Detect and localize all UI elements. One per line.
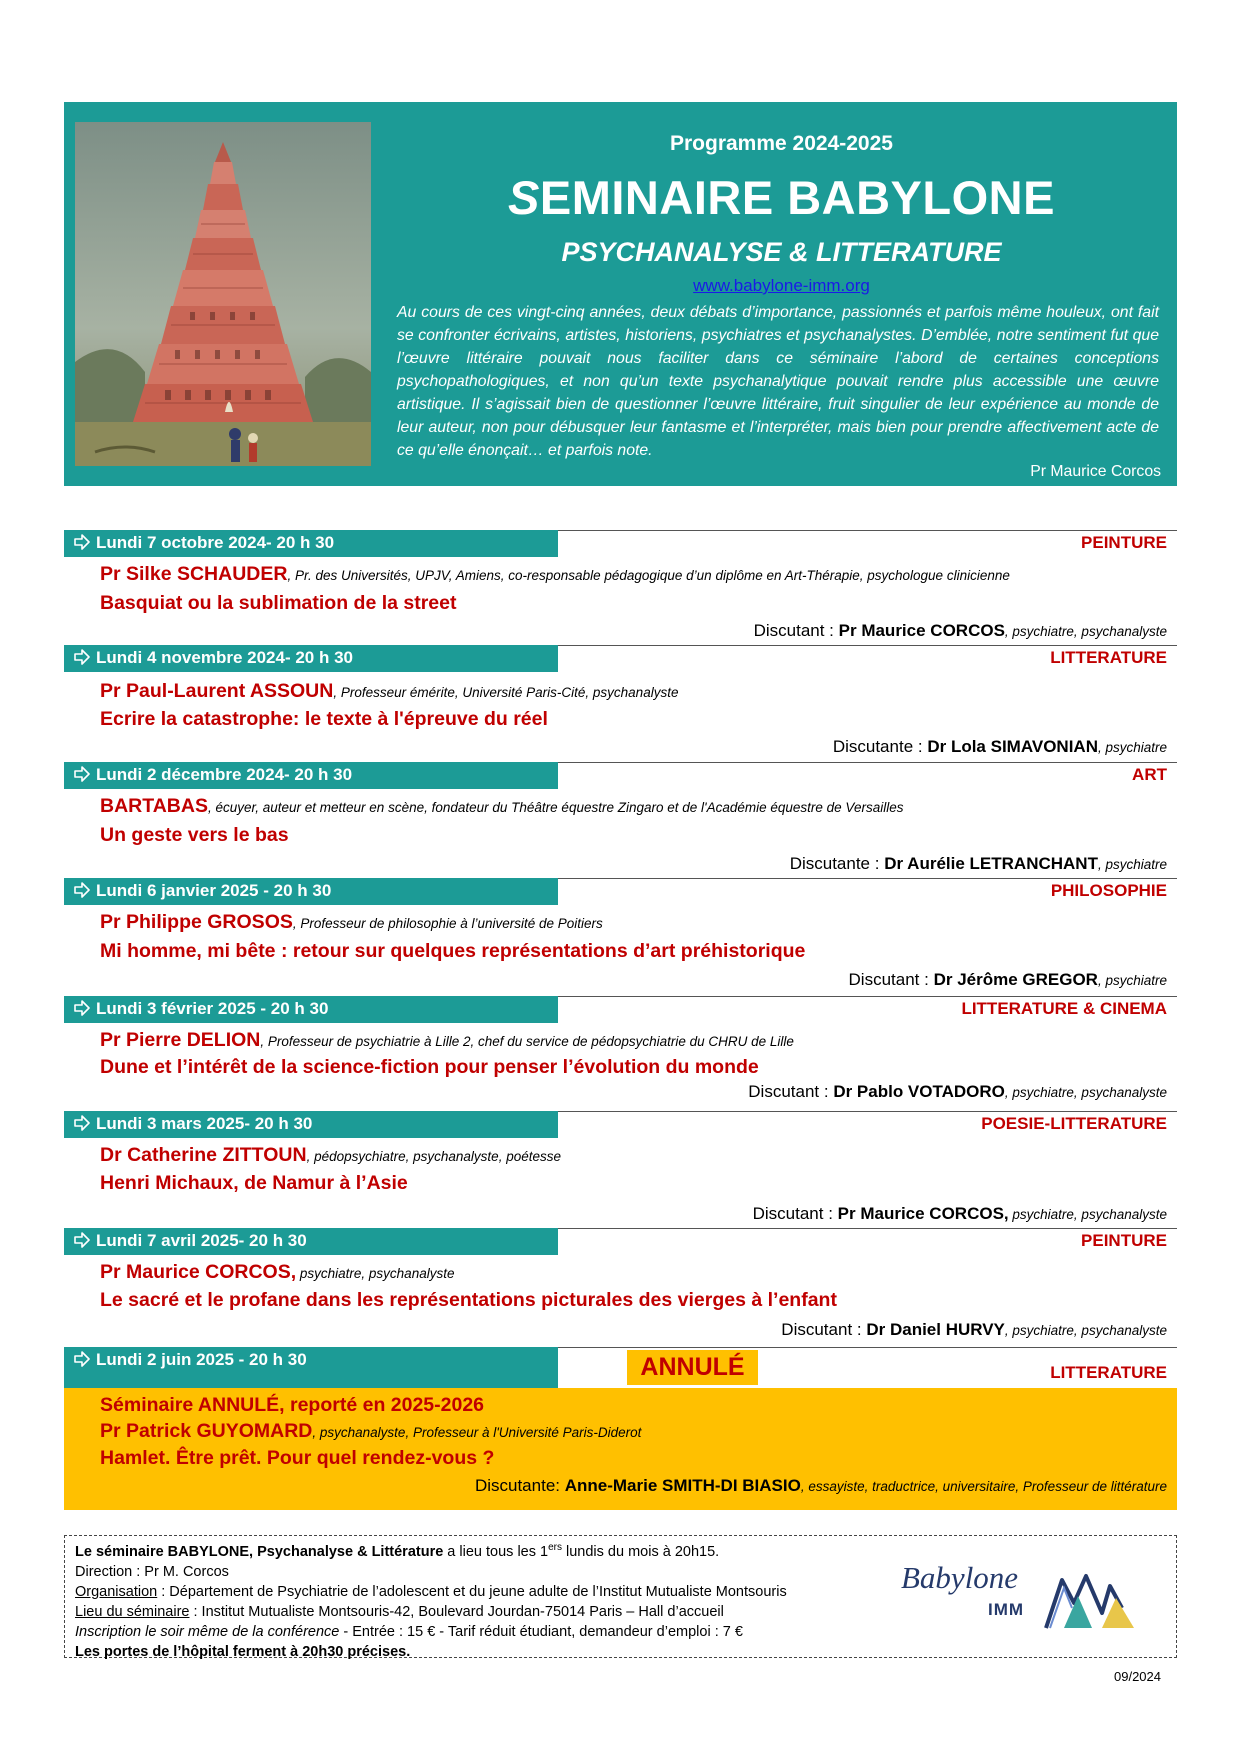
speaker-name: Pr Philippe GROSOS [100, 911, 293, 933]
speaker-description: psychiatre, psychanalyste [296, 1266, 455, 1281]
page-title [394, 170, 1169, 225]
discussant-description: , psychiatre [1097, 973, 1167, 988]
speaker-name: Pr Paul-Laurent ASSOUN [100, 680, 334, 702]
session-date-bar [64, 530, 558, 557]
session-date-bar [64, 762, 558, 789]
discussant-name: Dr Jérôme GREGOR [933, 970, 1098, 989]
discussant-label: Discutante : [832, 737, 928, 756]
schedule-text: a lieu tous les 1 [443, 1543, 549, 1560]
session-topic: Basquiat ou la sublimation de la street [100, 592, 457, 614]
babylone-imm-logo [901, 1558, 1151, 1633]
arrow-right-icon [74, 882, 90, 898]
speaker-name: BARTABAS [100, 795, 208, 817]
session-speaker [100, 1420, 641, 1443]
discussant-name: Pr Maurice CORCOS, [837, 1204, 1009, 1223]
session-topic: Henri Michaux, de Namur à l’Asie [100, 1172, 408, 1194]
session-speaker [100, 1029, 794, 1052]
session-category: PHILOSOPHIE [1050, 881, 1167, 900]
info-line-doors [75, 1642, 787, 1662]
session-speaker [100, 680, 678, 703]
session-discussant [781, 1320, 1167, 1340]
arrow-right-icon [74, 1232, 90, 1248]
website-link[interactable]: www.babylone-imm.org [693, 276, 870, 295]
session-discussant [753, 1204, 1167, 1224]
page-theme: PSYCHANALYSE & LITTERATURE [561, 237, 1002, 267]
session-speaker [100, 1261, 454, 1284]
discussant-description: , psychiatre [1097, 857, 1167, 872]
discussant-description: , psychiatre [1097, 740, 1167, 755]
discussant-description: , psychiatre, psychanalyste [1004, 1085, 1167, 1100]
discussant-name: Dr Lola SIMAVONIAN [927, 737, 1098, 756]
session-date-bar [64, 878, 558, 905]
title-initial: S [508, 171, 540, 224]
discussant-label: Discutant : [753, 621, 839, 640]
discussant-label: Discutante : [789, 854, 885, 873]
speaker-name: Pr Pierre DELION [100, 1029, 261, 1051]
session-speaker [100, 563, 1010, 586]
arrow-right-icon [74, 1351, 90, 1367]
session-date: Lundi 7 avril 2025- 20 h 30 [96, 1231, 307, 1250]
document-date: 09/2024 [1114, 1669, 1161, 1684]
programme-year: Programme 2024-2025 [670, 132, 893, 155]
session-discussant [475, 1476, 1167, 1496]
session-speaker [100, 1144, 561, 1167]
session-date-bar [64, 1347, 558, 1388]
doors-closing: Les portes de l’hôpital ferment à 20h30 précises. [75, 1643, 411, 1660]
speaker-name: Pr Patrick GUYOMARD [100, 1420, 313, 1442]
practical-info-box [64, 1535, 1177, 1658]
speaker-name: Pr Maurice CORCOS, [100, 1261, 297, 1283]
venue-text: : Institut Mutualiste Montsouris-42, Boulevard Jourdan-75014 Paris – Hall d’accueil [189, 1603, 724, 1620]
discussant-label: Discutant : [848, 970, 934, 989]
session-date: Lundi 2 juin 2025 - 20 h 30 [96, 1350, 307, 1369]
session-date-bar [64, 996, 558, 1023]
discussant-label: Discutant : [781, 1320, 867, 1339]
cancelled-badge: ANNULÉ [627, 1350, 758, 1385]
discussant-description: psychiatre, psychanalyste [1008, 1207, 1167, 1222]
session-speaker [100, 911, 603, 934]
session-date: Lundi 6 janvier 2025 - 20 h 30 [96, 881, 332, 900]
session-discussant [754, 621, 1167, 641]
session-category: PEINTURE [1081, 533, 1167, 552]
session-category: LITTERATURE & CINEMA [961, 999, 1167, 1018]
website-link-wrap [394, 276, 1169, 296]
session-topic: Ecrire la catastrophe: le texte à l'épreuve du réel [100, 708, 548, 730]
session-date: Lundi 3 février 2025 - 20 h 30 [96, 999, 329, 1018]
speaker-name: Dr Catherine ZITTOUN [100, 1144, 307, 1166]
organisation-text: : Département de Psychiatrie de l’adolescent et du jeune adulte de l’Institut Mutualiste Montsouris [157, 1583, 787, 1600]
speaker-description: , Professeur émérite, Université Paris-Cité, psychanalyste [333, 685, 679, 700]
session-date: Lundi 4 novembre 2024- 20 h 30 [96, 648, 353, 667]
session-date: Lundi 3 mars 2025- 20 h 30 [96, 1114, 313, 1133]
speaker-description: , Pr. des Universités, UPJV, Amiens, co-responsable pédagogique d’un diplôme en Art-Thérapie, psychologue clinicienne [287, 568, 1010, 583]
speaker-description: , écuyer, auteur et metteur en scène, fondateur du Théâtre équestre Zingaro et de l'Académie équestre de Versailles [207, 800, 904, 815]
session-discussant [748, 1082, 1167, 1102]
discussant-label: Discutant : [752, 1204, 838, 1223]
discussant-name: Dr Daniel HURVY [866, 1320, 1005, 1339]
info-line-direction: Direction : Pr M. Corcos [75, 1563, 229, 1580]
session-date-bar [64, 645, 558, 672]
logo-name: Babylone [901, 1560, 1019, 1595]
info-line-venue [75, 1602, 787, 1622]
registration-label: Inscription le soir même de la conférence [75, 1623, 340, 1640]
session-topic: Le sacré et le profane dans les représentations picturales des vierges à l’enfant [100, 1289, 837, 1311]
speaker-description: , psychanalyste, Professeur à l'Université Paris-Diderot [312, 1425, 642, 1440]
intro-signature: Pr Maurice Corcos [1030, 463, 1161, 480]
session-topic: Un geste vers le bas [100, 824, 289, 846]
speaker-description: , pédopsychiatre, psychanalyste, poétesse [306, 1149, 561, 1164]
session-topic: Hamlet. Être prêt. Pour quel rendez-vous ? [100, 1447, 495, 1469]
venue-label: Lieu du séminaire [75, 1603, 190, 1620]
seminar-name: Le séminaire BABYLONE, Psychanalyse & Littérature [75, 1543, 444, 1560]
session-category: LITTERATURE [1050, 648, 1167, 667]
arrow-right-icon [74, 534, 90, 550]
tower-of-babel-painting [75, 122, 371, 466]
discussant-label: Discutant : [748, 1082, 834, 1101]
organisation-label: Organisation [75, 1583, 158, 1600]
header-banner [64, 102, 1177, 486]
session-category: POESIE-LITTERATURE [981, 1114, 1167, 1133]
discussant-name: Pr Maurice CORCOS [838, 621, 1005, 640]
session-category: ART [1132, 765, 1167, 784]
session-date-bar [64, 1228, 558, 1255]
session-speaker [100, 795, 903, 818]
discussant-name: Dr Pablo VOTADORO [833, 1082, 1005, 1101]
info-line-schedule [75, 1538, 787, 1562]
ordinal-suffix: ers [548, 1542, 562, 1553]
session-discussant [833, 737, 1167, 757]
discussant-name: Dr Aurélie LETRANCHANT [884, 854, 1098, 873]
registration-text: - Entrée : 15 € - Tarif réduit étudiant, demandeur d’emploi : 7 € [339, 1623, 743, 1640]
practical-info-lines [75, 1538, 787, 1662]
info-line-registration [75, 1622, 787, 1642]
session-category: PEINTURE [1081, 1231, 1167, 1250]
mountains-logo-icon [1044, 1558, 1144, 1633]
arrow-right-icon [74, 1000, 90, 1016]
session-topic: Dune et l’intérêt de la science-fiction pour penser l’évolution du monde [100, 1056, 759, 1078]
speaker-description: , Professeur de philosophie à l’université de Poitiers [292, 916, 603, 931]
session-category: LITTERATURE [1050, 1363, 1167, 1382]
cancelled-session-panel [64, 1388, 1177, 1510]
discussant-description: , essayiste, traductrice, universitaire, Professeur de littérature [800, 1479, 1167, 1494]
info-line-organisation [75, 1582, 787, 1602]
discussant-description: , psychiatre, psychanalyste [1004, 1323, 1167, 1338]
speaker-name: Pr Silke SCHAUDER [100, 563, 288, 585]
arrow-right-icon [74, 1115, 90, 1131]
session-date: Lundi 2 décembre 2024- 20 h 30 [96, 765, 353, 784]
intro-paragraph: Au cours de ces vingt-cinq années, deux débats d’importance, passionnés et parfois même houleux, ont fait se confronter écrivains, artistes, historiens, psychiatres et psychanalystes. D’emblée, notre sentiment fut que l’œuvre littéraire pouvait nous faciliter dans ce séminaire l’abord de certaines conceptions psychopathologiques, et non qu’un texte psychanalytique pouvait rendre plus accessible une œuvre artistique. Il s’agissait bien de questionner l’œuvre littéraire, fruit singulier de leur expérience au monde de leur auteur, non pour débusquer leur fantasme et l’interpréter, mais bien pour prendre affectivement acte de ce qu’elle énonçait… et parfois note. [397, 304, 1159, 459]
discussant-label: Discutante: [474, 1476, 565, 1495]
session-date-bar [64, 1111, 558, 1138]
speaker-description: , Professeur de psychiatrie à Lille 2, chef du service de pédopsychiatrie du CHRU de Lille [260, 1034, 794, 1049]
logo-subtitle: IMM [988, 1600, 1025, 1619]
session-discussant [790, 854, 1167, 874]
discussant-name: Anne-Marie SMITH-DI BIASIO [564, 1476, 801, 1495]
discussant-description: , psychiatre, psychanalyste [1004, 624, 1167, 639]
cancellation-note: Séminaire ANNULÉ, reporté en 2025-2026 [100, 1394, 485, 1416]
session-topic: Mi homme, mi bête : retour sur quelques représentations d’art préhistorique [100, 940, 806, 962]
session-discussant [849, 970, 1167, 990]
arrow-right-icon [74, 649, 90, 665]
session-date: Lundi 7 octobre 2024- 20 h 30 [96, 533, 335, 552]
arrow-right-icon [74, 766, 90, 782]
schedule-text-end: lundis du mois à 20h15. [561, 1543, 720, 1560]
title-rest: EMINAIRE BABYLONE [539, 171, 1055, 224]
